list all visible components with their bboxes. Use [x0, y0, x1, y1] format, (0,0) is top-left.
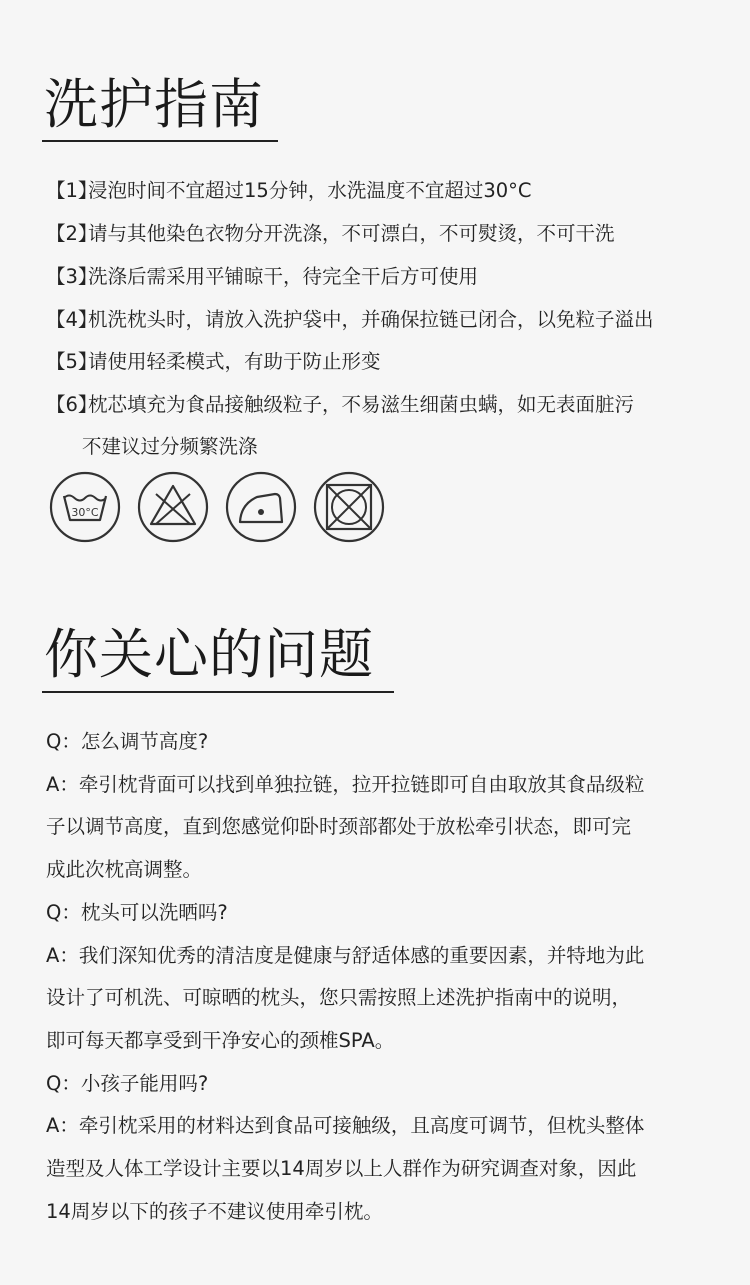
- faq-answer-3-line-2: 造型及人体工学设计主要以14周岁以上人群作为研究调查对象，因此: [46, 1157, 637, 1180]
- faq-answer-3-line-3: 14周岁以下的孩子不建议使用牵引枕。: [46, 1200, 383, 1223]
- faq-question-1: Q：怎么调节高度?: [46, 730, 209, 753]
- care-item-text: 洗涤后需采用平铺晾干，待完全干后方可使用: [88, 265, 479, 288]
- faq-title-underline: [42, 691, 394, 693]
- faq-answer-2-line-1: A：我们深知优秀的清洁度是健康与舒适体感的重要因素，并特地为此: [46, 944, 645, 967]
- care-guide-title: 洗护指南: [44, 73, 264, 136]
- care-guide-title-underline: [42, 140, 278, 142]
- no-iron-icon: [224, 470, 298, 544]
- care-item-number: 【3】: [46, 265, 98, 288]
- faq-title: 你关心的问题: [44, 623, 374, 686]
- no-bleach-icon: [136, 470, 210, 544]
- faq-answer-3-line-1: A：牵引枕采用的材料达到食品可接触级，且高度可调节，但枕头整体: [46, 1114, 645, 1137]
- faq-answer-2-line-2: 设计了可机洗、可晾晒的枕头，您只需按照上述洗护指南中的说明，: [46, 986, 632, 1009]
- care-item-text: 浸泡时间不宜超过15分钟，水洗温度不宜超过30°C: [88, 179, 532, 202]
- no-dry-clean-icon: [312, 470, 386, 544]
- care-item-number: 【2】: [46, 222, 98, 245]
- care-item-number: 【1】: [46, 179, 98, 202]
- care-item-5: [46, 352, 381, 372]
- care-item-text: 请使用轻柔模式，有助于防止形变: [88, 350, 381, 373]
- faq-answer-1-line-3: 成此次枕高调整。: [46, 858, 203, 881]
- care-item-2: [46, 224, 615, 244]
- care-item-6-continuation: 不建议过分频繁洗涤: [82, 435, 258, 458]
- care-item-text: 枕芯填充为食品接触级粒子，不易滋生细菌虫螨，如无表面脏污: [88, 393, 635, 416]
- care-item-text: 请与其他染色衣物分开洗涤，不可漂白，不可熨烫，不可干洗: [88, 222, 615, 245]
- care-item-number: 【4】: [46, 308, 98, 331]
- faq-answer-1-line-1: A：牵引枕背面可以找到单独拉链，拉开拉链即可自由取放其食品级粒: [46, 773, 645, 796]
- care-item-number: 【5】: [46, 350, 98, 373]
- wash-temp-label: 30°C: [71, 506, 99, 519]
- care-item-3: [46, 267, 478, 287]
- care-item-number: 【6】: [46, 393, 98, 416]
- faq-answer-2-line-3: 即可每天都享受到干净安心的颈椎SPA。: [46, 1029, 395, 1052]
- care-item-1: [46, 181, 532, 201]
- wash-30c-icon: [48, 470, 122, 544]
- care-item-6: [46, 395, 634, 415]
- faq-answer-1-line-2: 子以调节高度，直到您感觉仰卧时颈部都处于放松牵引状态，即可完: [46, 815, 632, 838]
- care-item-text: 机洗枕头时，请放入洗护袋中，并确保拉链已闭合，以免粒子溢出: [88, 308, 654, 331]
- care-item-4: [46, 310, 654, 330]
- faq-question-2: Q：枕头可以洗晒吗?: [46, 901, 228, 924]
- faq-question-3: Q：小孩子能用吗?: [46, 1072, 209, 1095]
